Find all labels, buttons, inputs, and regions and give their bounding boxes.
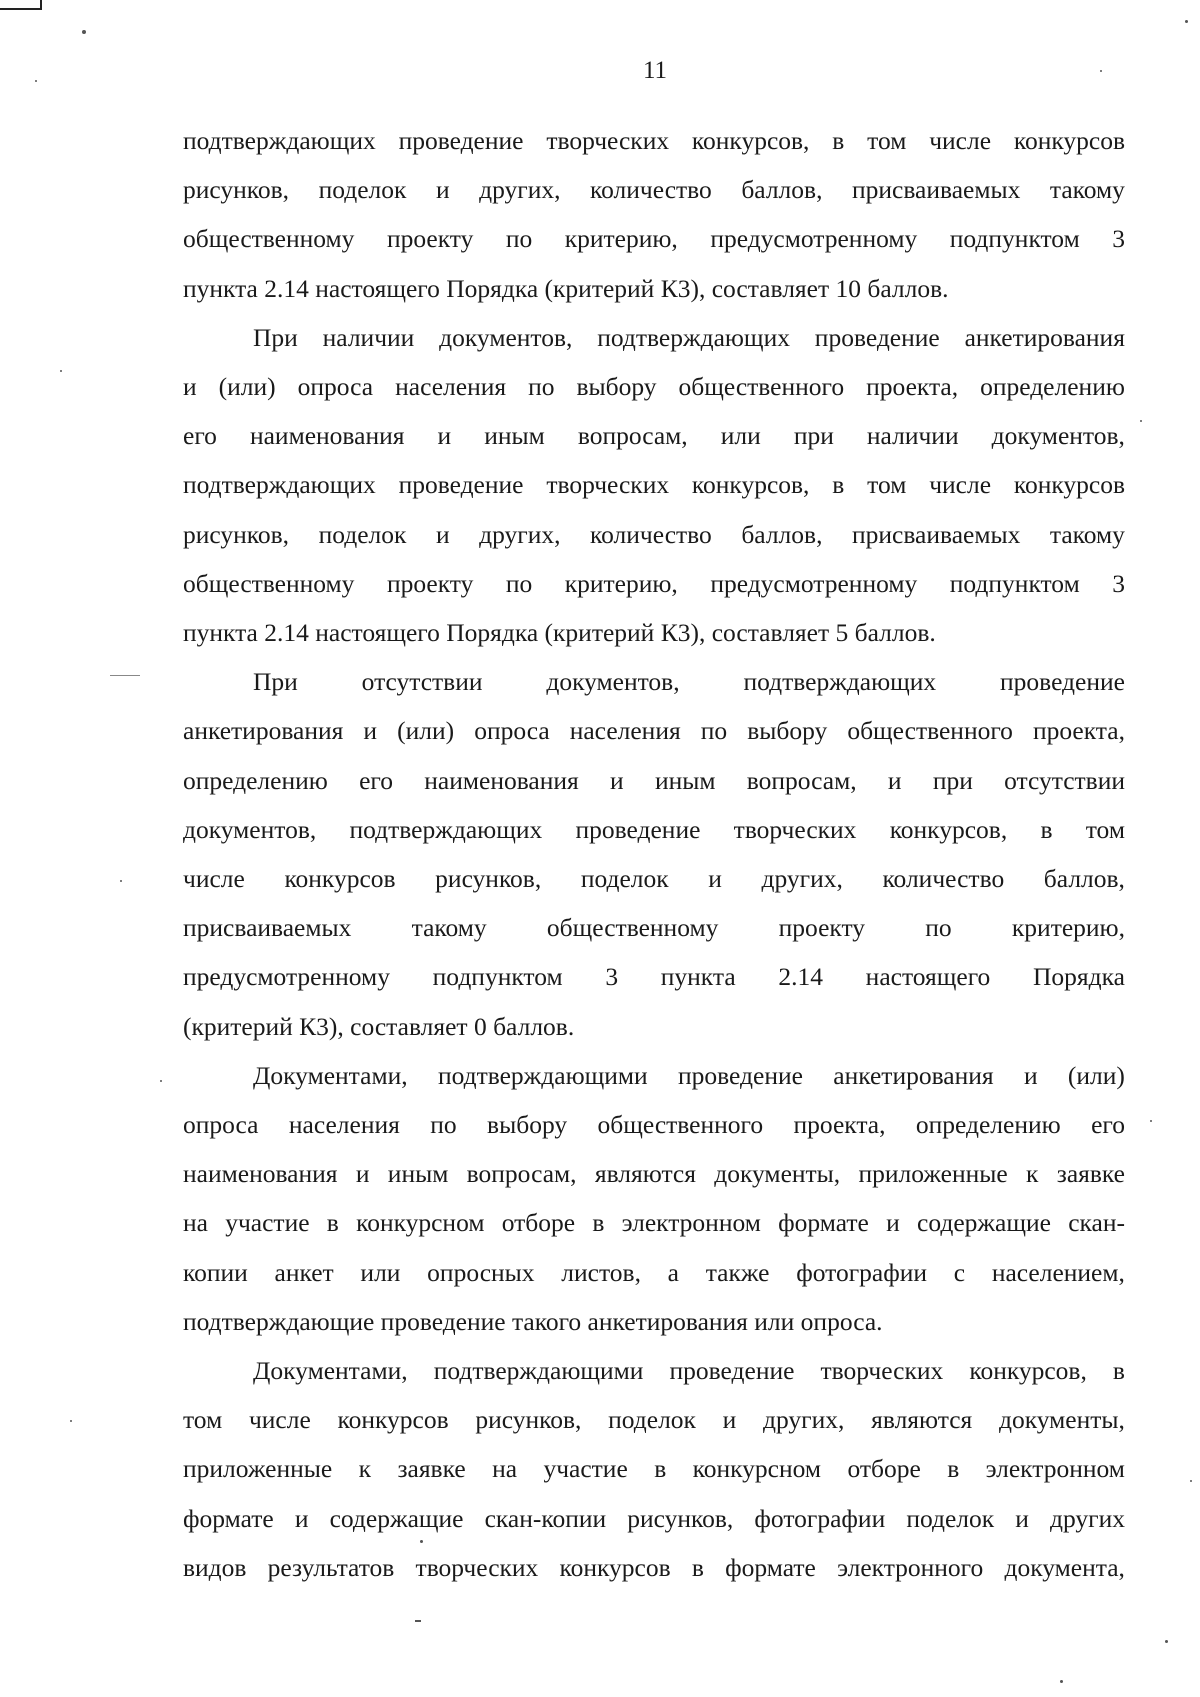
text-line: пункта 2.14 настоящего Порядка (критерий К3), составляет 10 баллов. [183,273,949,303]
scan-speck [1100,70,1102,72]
paragraph [183,1346,1125,1592]
text-line: общественному проекту по критерию, предусмотренному подпунктом 3 [183,568,1125,598]
text-line: определению его наименования и иным вопросам, и при отсутствии [183,765,1125,795]
text-line: предусмотренному подпунктом 3 пункта 2.14 настоящего Порядка [183,962,1125,992]
text-line: анкетирования и (или) опроса населения по выбору общественного проекта, [183,716,1125,746]
text-line: приложенные к заявке на участие в конкурсном отборе в электронном [183,1454,1125,1484]
text-line: том числе конкурсов рисунков, поделок и других, являются документы, [183,1405,1125,1435]
text-line: на участие в конкурсном отборе в электронном формате и содержащие скан- [183,1208,1125,1238]
scan-speck [110,675,140,676]
text-line: При отсутствии документов, подтверждающих проведение [253,667,1125,697]
text-line: (критерий К3), составляет 0 баллов. [183,1011,575,1041]
text-line: наименования и иным вопросам, являются документы, приложенные к заявке [183,1159,1125,1189]
page-number: 11 [642,57,668,84]
text-line: Документами, подтверждающими проведение творческих конкурсов, в [253,1356,1125,1386]
text-line: рисунков, поделок и других, количество баллов, присваиваемых такому [183,519,1125,549]
text-line: его наименования и иным вопросам, или при наличии документов, [183,421,1125,451]
text-line: формате и содержащие скан-копии рисунков, фотографии поделок и других [183,1503,1125,1533]
text-line: опроса населения по выбору общественного проекта, определению его [183,1110,1125,1140]
paragraph [183,657,1125,1051]
text-line: подтверждающих проведение творческих конкурсов, в том числе конкурсов [183,126,1125,155]
scan-speck [1190,1480,1192,1482]
text-line: рисунков, поделок и других, количество баллов, присваиваемых такому [183,175,1125,205]
paragraph [183,1051,1125,1346]
text-line: и (или) опроса населения по выбору общественного проекта, определению [183,372,1125,402]
scan-speck [1165,1640,1168,1643]
text-line: пункта 2.14 настоящего Порядка (критерий К3), составляет 5 баллов. [183,618,936,648]
scan-speck [420,1540,423,1543]
scan-speck [60,370,62,372]
scan-edge-line [40,0,42,10]
scan-speck [35,80,37,82]
scan-speck [160,1080,162,1082]
paragraph [183,313,1125,657]
text-line: Документами, подтверждающими проведение анкетирования и (или) [253,1060,1125,1090]
scan-speck [415,1620,421,1622]
scan-speck [1185,20,1188,23]
text-line: документов, подтверждающих проведение творческих конкурсов, в том [183,814,1125,844]
document-body [183,116,1125,1592]
text-line: подтверждающие проведение такого анкетирования или опроса. [183,1306,883,1336]
scan-speck [120,880,122,882]
scan-edge-line [0,8,40,10]
text-line: присваиваемых такому общественному проекту по критерию, [183,913,1125,943]
text-line: подтверждающих проведение творческих конкурсов, в том числе конкурсов [183,470,1125,500]
text-line: числе конкурсов рисунков, поделок и других, количество баллов, [183,864,1125,894]
scan-speck [1150,1120,1152,1122]
text-line: общественному проекту по критерию, предусмотренному подпунктом 3 [183,224,1125,254]
text-line: копии анкет или опросных листов, а также фотографии с населением, [183,1257,1125,1287]
paragraph [183,116,1125,313]
text-line: видов результатов творческих конкурсов в формате электронного документа, [183,1552,1125,1582]
scan-speck [70,1420,72,1422]
scan-speck [82,30,86,34]
text-line: При наличии документов, подтверждающих проведение анкетирования [253,322,1125,352]
scan-speck [1060,1680,1063,1683]
scan-speck [1140,420,1142,422]
